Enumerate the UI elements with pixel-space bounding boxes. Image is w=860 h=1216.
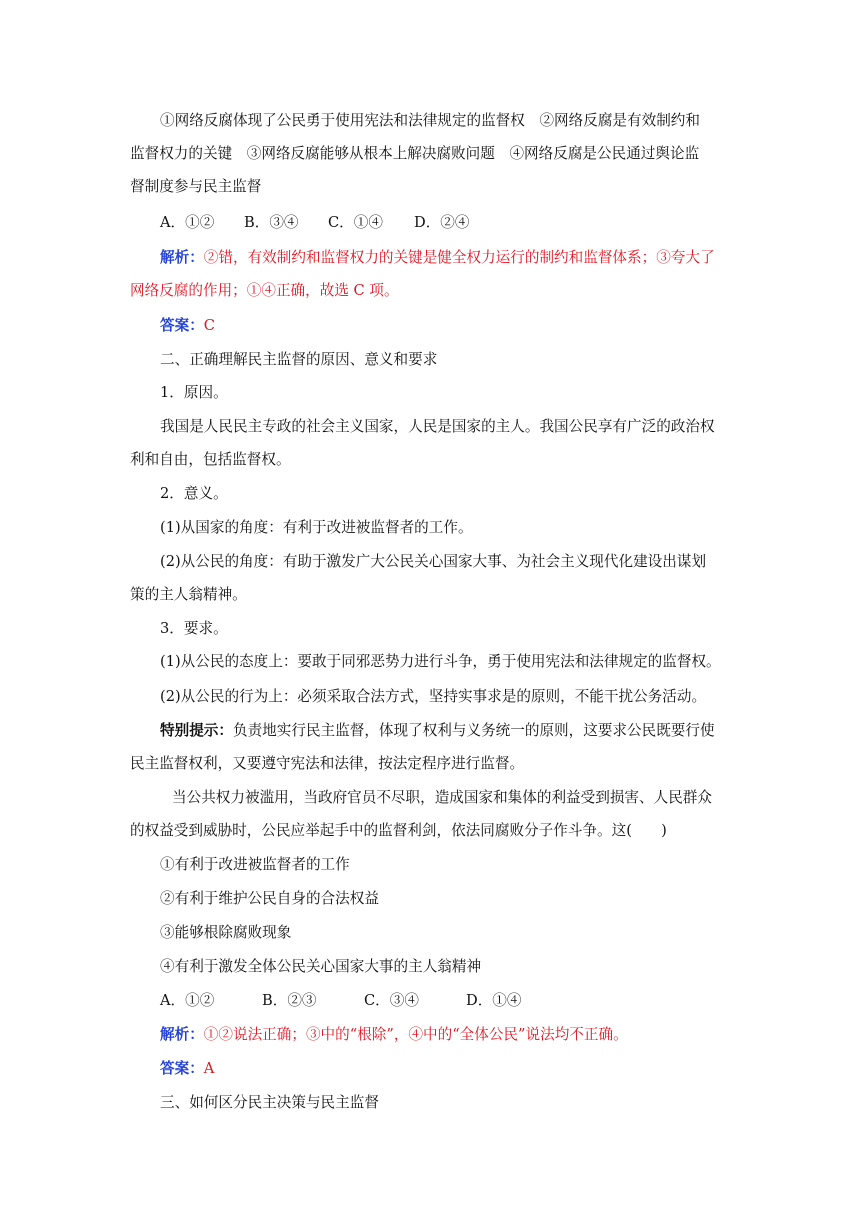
reason-line-1: 我国是人民民主专政的社会主义国家，人民是国家的主人。我国公民享有广泛的政治权 xyxy=(160,418,715,435)
q1-analysis-text: ②错，有效制约和监督权力的关键是健全权力运行的制约和监督体系；③夸大了 xyxy=(203,249,715,266)
q1-stem-line-2: 监督权力的关键 ③网络反腐能够从根本上解决腐败问题 ④网络反腐是公民通过舆论监 xyxy=(130,145,700,162)
q1-analysis-label: 解析： xyxy=(160,249,204,266)
q1-option-d: D．②④ xyxy=(414,214,470,231)
requirement-title: 3．要求。 xyxy=(160,620,228,637)
meaning-item-2-line-1: (2)从公民的角度：有助于激发广大公民关心国家大事、为社会主义现代化建设出谋划 xyxy=(160,553,707,570)
special-tip-line-1 xyxy=(130,714,736,747)
meaning-item-1: (1)从国家的角度：有利于改进被监督者的工作。 xyxy=(160,519,473,536)
q2-item-2: ②有利于维护公民自身的合法权益 xyxy=(160,890,379,907)
q1-analysis-line-1 xyxy=(130,241,736,274)
q2-stem-line-2: 的权益受到威胁时，公民应举起手中的监督利剑，依法同腐败分子作斗争。这( ) xyxy=(130,822,667,839)
meaning-item-2-line-2: 策的主人翁精神。 xyxy=(130,586,247,603)
reason-line-2: 利和自由，包括监督权。 xyxy=(130,451,291,468)
q1-option-c: C．①④ xyxy=(328,214,383,231)
requirement-item-1: (1)从公民的态度上：要敢于同邪恶势力进行斗争，勇于使用宪法和法律规定的监督权。 xyxy=(160,653,721,670)
q2-options xyxy=(130,984,736,1017)
q1-answer-label: 答案： xyxy=(160,317,204,334)
special-tip-text: 负责地实行民主监督，体现了权利与义务统一的原则，这要求公民既要行使 xyxy=(232,722,715,739)
special-tip-label: 特别提示： xyxy=(160,722,233,739)
q2-item-3: ③能够根除腐败现象 xyxy=(160,924,292,941)
q1-stem-line-3: 督制度参与民主监督 xyxy=(130,178,262,195)
q1-option-a: A．①② xyxy=(160,214,215,231)
q2-analysis xyxy=(130,1018,736,1051)
q2-answer-value: A xyxy=(203,1060,215,1077)
q2-option-b: B．②③ xyxy=(262,992,317,1009)
q2-answer-label: 答案： xyxy=(160,1060,204,1077)
meaning-title: 2．意义。 xyxy=(160,485,228,502)
q2-answer xyxy=(130,1052,736,1085)
q2-option-d: D．①④ xyxy=(466,992,522,1009)
section3-heading: 三、如何区分民主决策与民主监督 xyxy=(160,1094,379,1111)
q2-analysis-text: ①②说法正确；③中的“根除”，④中的“全体公民”说法均不正确。 xyxy=(203,1026,628,1043)
q2-analysis-label: 解析： xyxy=(160,1026,204,1043)
q1-option-b: B．③④ xyxy=(244,214,299,231)
requirement-item-2: (2)从公民的行为上：必须采取合法方式，坚持实事求是的原则，不能干扰公务活动。 xyxy=(160,688,707,705)
q1-stem-line-1: ①网络反腐体现了公民勇于使用宪法和法律规定的监督权 ②网络反腐是有效制约和 xyxy=(160,112,700,129)
special-tip-line-2: 民主监督权利，又要遵守宪法和法律，按法定程序进行监督。 xyxy=(130,755,525,772)
q1-answer xyxy=(130,309,736,342)
reason-title: 1．原因。 xyxy=(160,384,228,401)
q1-analysis-line-2: 网络反腐的作用；①④正确，故选 C 项。 xyxy=(130,282,399,299)
q2-item-1: ①有利于改进被监督者的工作 xyxy=(160,856,350,873)
section2-heading: 二、正确理解民主监督的原因、意义和要求 xyxy=(160,351,438,368)
q1-answer-value: C xyxy=(203,317,215,334)
q2-stem-line-1: 当公共权力被滥用，当政府官员不尽职，造成国家和集体的利益受到损害、人民群众 xyxy=(172,789,712,806)
q1-options xyxy=(130,206,736,239)
q2-option-a: A．①② xyxy=(160,992,215,1009)
q2-option-c: C．③④ xyxy=(364,992,419,1009)
q2-item-4: ④有利于激发全体公民关心国家大事的主人翁精神 xyxy=(160,958,482,975)
